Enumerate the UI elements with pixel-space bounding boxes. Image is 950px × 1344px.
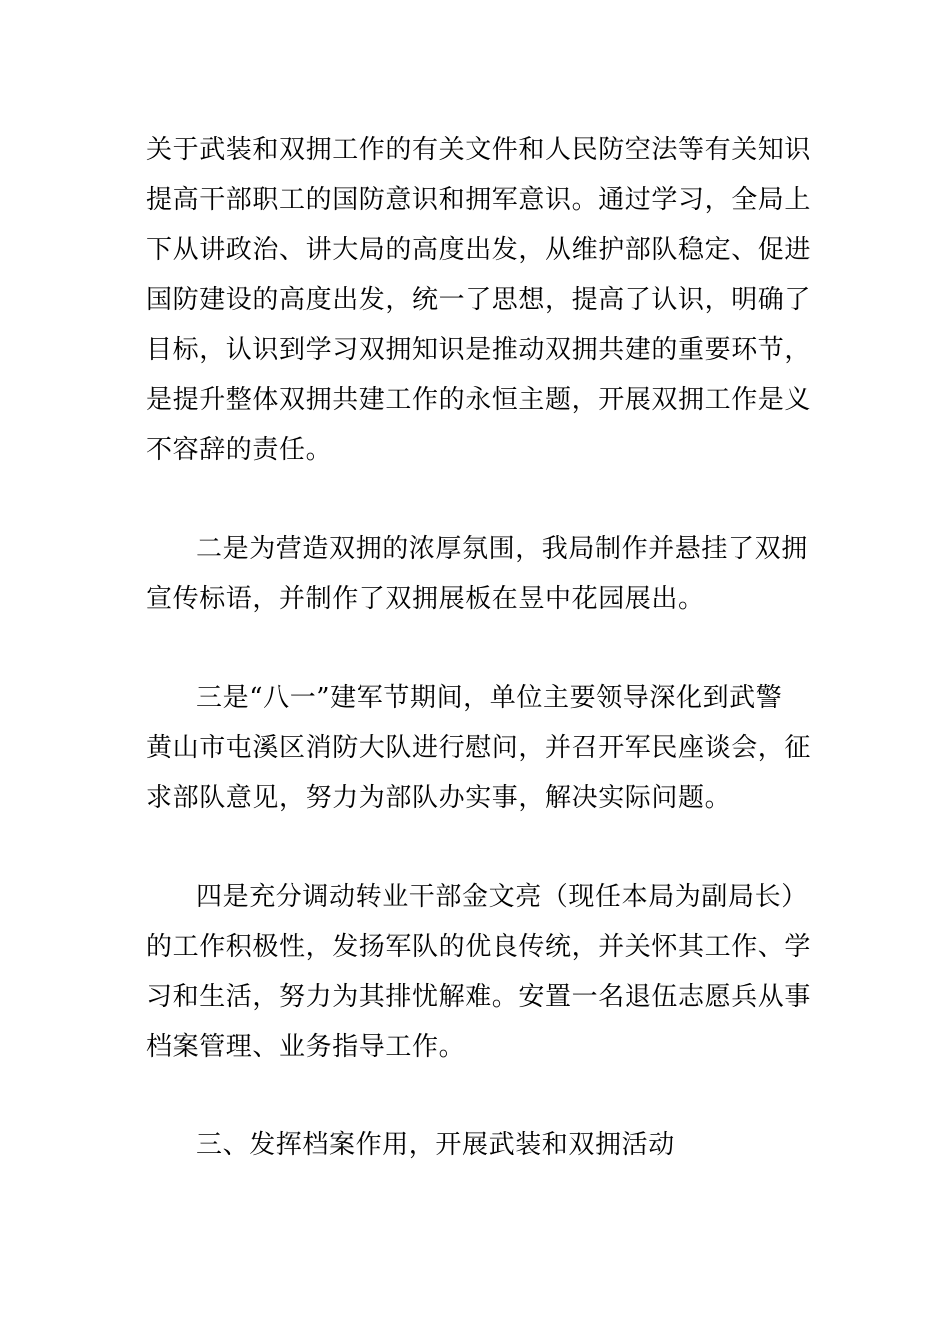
paragraph-point-three bbox=[146, 673, 812, 823]
paragraph-study-results bbox=[146, 125, 812, 475]
section-heading: 三、发挥档案作用，开展武装和双拥活动 bbox=[196, 1130, 675, 1160]
text-line: 四是充分调动转业干部金文亮（现任本局为副局长） bbox=[196, 882, 808, 912]
text-line: 黄山市屯溪区消防大队进行慰问，并召开军民座谈会，征 bbox=[146, 733, 812, 763]
text-line: 是提升整体双拥共建工作的永恒主题，开展双拥工作是义 bbox=[146, 385, 812, 415]
text-line: 提高干部职工的国防意识和拥军意识。通过学习，全局上 bbox=[146, 185, 812, 215]
text-line: 不容辞的责任。 bbox=[146, 435, 333, 465]
paragraph-point-two bbox=[146, 524, 806, 624]
text-line: 习和生活，努力为其排忧解难。安置一名退伍志愿兵从事 bbox=[146, 982, 812, 1012]
paragraph-point-four bbox=[146, 872, 812, 1072]
text-line: 关于武装和双拥工作的有关文件和人民防空法等有关知识 bbox=[146, 135, 812, 165]
text-line: 国防建设的高度出发，统一了思想，提高了认识，明确了 bbox=[146, 285, 812, 315]
text-line: 二是为营造双拥的浓厚氛围，我局制作并悬挂了双拥 bbox=[196, 534, 808, 564]
text-line: 下从讲政治、讲大局的高度出发，从维护部队稳定、促进 bbox=[146, 235, 812, 265]
text-line: 三是“八一”建军节期间，单位主要领导深化到武警 bbox=[196, 683, 783, 713]
text-line: 目标，认识到学习双拥知识是推动双拥共建的重要环节， bbox=[146, 335, 812, 365]
text-line: 求部队意见，努力为部队办实事，解决实际问题。 bbox=[146, 783, 732, 813]
text-line: 的工作积极性，发扬军队的优良传统，并关怀其工作、学 bbox=[146, 932, 812, 962]
text-line: 档案管理、业务指导工作。 bbox=[146, 1032, 466, 1062]
text-line: 宣传标语，并制作了双拥展板在昱中花园展出。 bbox=[146, 584, 705, 614]
